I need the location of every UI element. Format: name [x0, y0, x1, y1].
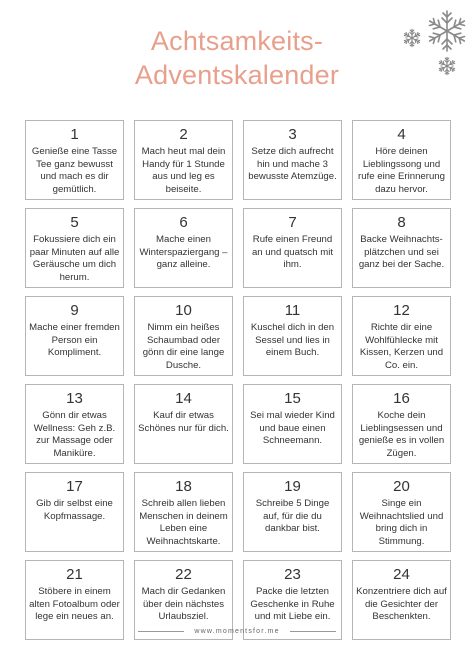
day-number: 17	[66, 478, 83, 495]
day-text: Stöbere in einem alten Fotoalbum oder lege ein neues an.	[29, 586, 120, 623]
day-text: Fokussiere dich ein paar Minuten auf alle Geräusche um dich herum.	[29, 234, 120, 283]
day-text: Gib dir selbst eine Kopfmassage.	[36, 498, 113, 522]
footer-url[interactable]: www.momentsfor.me	[194, 628, 280, 635]
day-text: Mache einen Winterspaziergang – ganz alleine.	[139, 234, 228, 271]
day-text: Singe ein Weihnachtslied und bring dich in Stimmung.	[359, 498, 444, 547]
day-text: Mach heut mal dein Handy für 1 Stunde aus und leg es beiseite.	[141, 146, 226, 195]
day-text: Schreib allen lieben Menschen in deinem Leben eine Weihnachtskarte.	[139, 498, 228, 547]
footer	[0, 628, 474, 635]
day-cell	[134, 384, 233, 464]
title-line-2: Adventskalender	[134, 60, 340, 90]
day-cell	[352, 472, 451, 552]
day-cell	[25, 296, 124, 376]
day-cell	[352, 296, 451, 376]
day-cell	[352, 120, 451, 200]
day-text: Mach dir Gedanken über dein nächstes Urlaubsziel.	[141, 586, 226, 623]
day-text: Rufe einen Freund an und quatsch mit ihm.	[251, 234, 334, 271]
day-text: Mache einer fremden Person ein Kompliment.	[29, 322, 120, 359]
day-number: 8	[397, 214, 406, 231]
day-number: 4	[397, 126, 406, 143]
day-text: Nimm ein heißes Schaumbad oder gönn dir eine lange Dusche.	[142, 322, 225, 371]
day-number: 2	[179, 126, 188, 143]
day-cell	[243, 296, 342, 376]
day-number: 1	[70, 126, 79, 143]
day-cell	[134, 296, 233, 376]
day-text: Sei mal wieder Kind und baue einen Schneemann.	[250, 410, 335, 447]
day-number: 14	[175, 390, 192, 407]
calendar-grid	[25, 120, 451, 640]
day-cell	[134, 472, 233, 552]
day-number: 20	[393, 478, 410, 495]
day-number: 16	[393, 390, 410, 407]
day-number: 7	[288, 214, 297, 231]
title-line-1: Achtsamkeits-	[150, 26, 324, 56]
day-number: 3	[288, 126, 297, 143]
day-cell	[25, 384, 124, 464]
day-cell	[134, 120, 233, 200]
footer-divider	[138, 631, 184, 632]
day-text: Kuschel dich in den Sessel und lies in einem Buch.	[250, 322, 335, 359]
day-number: 21	[66, 566, 83, 583]
footer-divider	[290, 631, 336, 632]
day-cell	[134, 208, 233, 288]
day-number: 6	[179, 214, 188, 231]
day-number: 9	[70, 302, 79, 319]
day-cell	[243, 384, 342, 464]
snowflake-icon	[424, 8, 470, 54]
day-cell	[352, 208, 451, 288]
day-number: 24	[393, 566, 410, 583]
day-cell	[352, 384, 451, 464]
day-number: 23	[284, 566, 301, 583]
day-text: Gönn dir etwas Wellness: Geh z.B. zur Massage oder Maniküre.	[33, 410, 116, 459]
day-text: Kauf dir etwas Schönes nur für dich.	[138, 410, 229, 434]
day-number: 18	[175, 478, 192, 495]
day-cell	[25, 472, 124, 552]
day-number: 11	[284, 302, 301, 319]
day-number: 13	[66, 390, 83, 407]
day-text: Schreibe 5 Dinge auf, für die du dankbar bist.	[255, 498, 330, 535]
day-text: Packe die letzten Geschenke in Ruhe und mit Liebe ein.	[250, 586, 335, 623]
day-number: 10	[175, 302, 192, 319]
day-text: Richte dir eine Wohlfühlecke mit Kissen, Kerzen und Co. ein.	[359, 322, 444, 371]
day-text: Genieße eine Tasse Tee ganz bewusst und mach es dir gemütlich.	[31, 146, 118, 195]
day-text: Setze dich aufrecht hin und mache 3 bewusste Atemzüge.	[248, 146, 337, 183]
day-text: Backe Weihnachts-plätzchen und sei ganz bei der Sache.	[358, 234, 445, 271]
day-cell	[243, 120, 342, 200]
day-number: 22	[175, 566, 192, 583]
day-cell	[243, 472, 342, 552]
day-cell	[243, 208, 342, 288]
day-text: Koche dein Lieblingsessen und genieße es in vollen Zügen.	[358, 410, 445, 459]
day-cell	[25, 120, 124, 200]
day-text: Konzentriere dich auf die Gesichter der Beschenkten.	[356, 586, 447, 623]
day-number: 12	[393, 302, 410, 319]
day-number: 19	[284, 478, 301, 495]
snowflake-icon	[402, 28, 422, 48]
day-cell	[25, 208, 124, 288]
day-text: Höre deinen Lieblingssong und rufe eine Erinnerung dazu hervor.	[358, 146, 445, 195]
snowflake-icon	[437, 56, 457, 76]
day-number: 15	[284, 390, 301, 407]
day-number: 5	[70, 214, 79, 231]
